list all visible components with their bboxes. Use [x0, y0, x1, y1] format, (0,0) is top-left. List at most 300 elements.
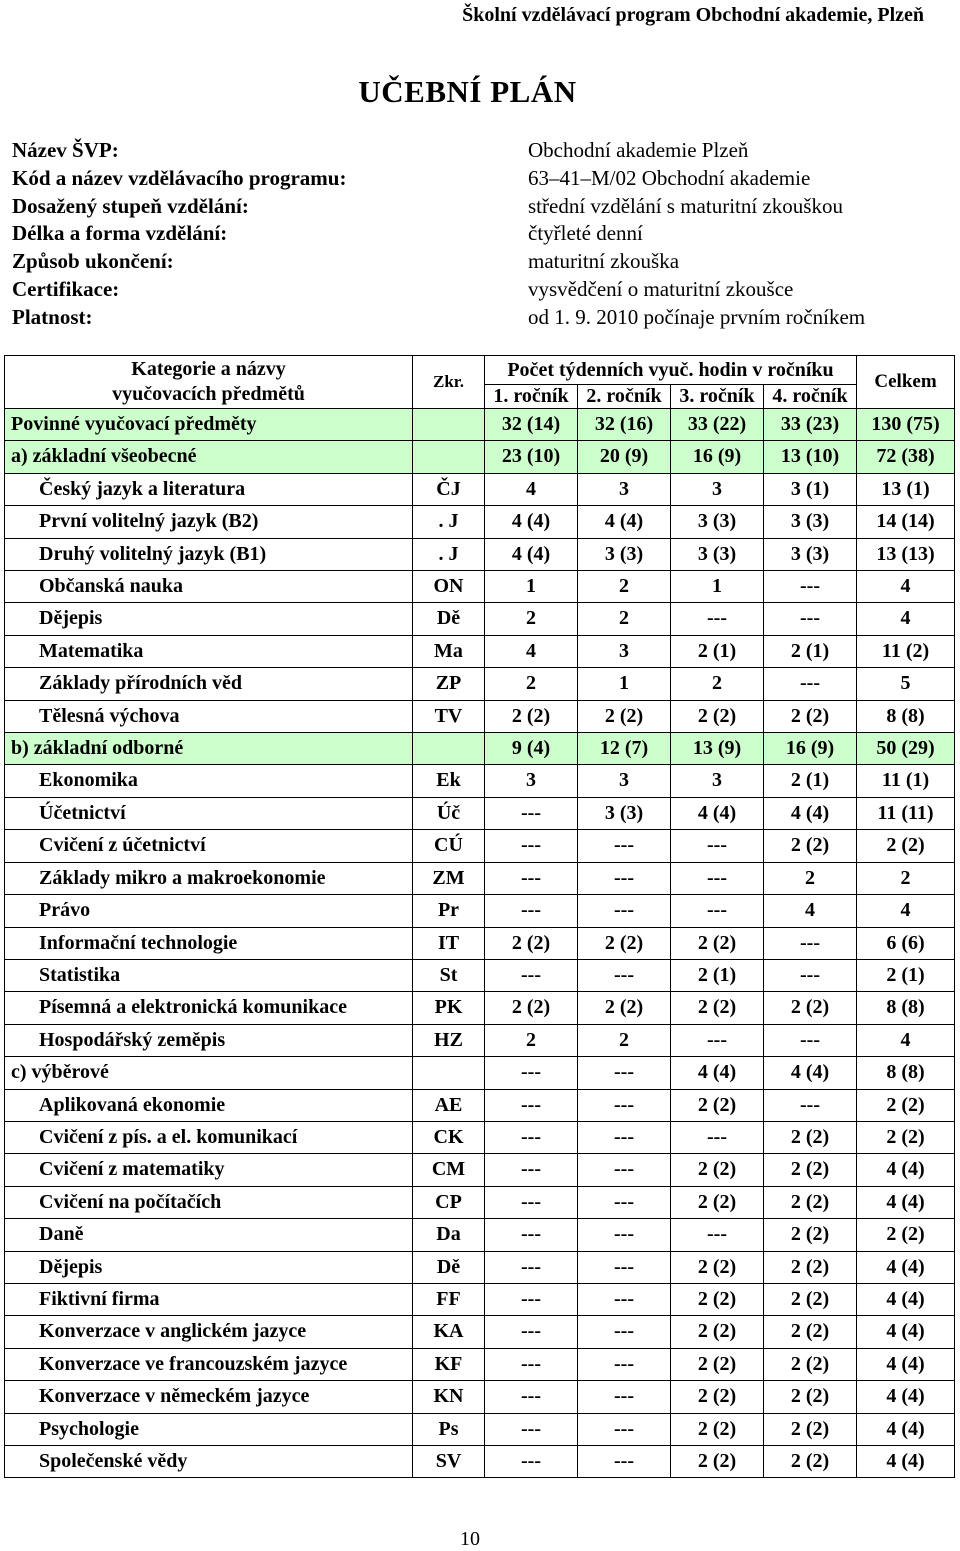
year-4-hours: 2 (2) — [764, 1121, 857, 1153]
total-hours: 4 — [857, 571, 955, 603]
year-2-hours: --- — [578, 1283, 671, 1315]
year-2-hours: --- — [578, 1154, 671, 1186]
subject-abbr: KN — [413, 1381, 485, 1413]
subject-name: Cvičení na počítačích — [5, 1186, 413, 1218]
year-3-hours: 33 (22) — [671, 409, 764, 441]
subject-name: Matematika — [5, 635, 413, 667]
subject-row — [5, 603, 955, 635]
subject-abbr: CK — [413, 1121, 485, 1153]
year-3-hours: 2 (2) — [671, 1186, 764, 1218]
subject-name: Konverzace v německém jazyce — [5, 1381, 413, 1413]
total-hours: 4 (4) — [857, 1316, 955, 1348]
subject-row — [5, 1154, 955, 1186]
subject-abbr: ZP — [413, 668, 485, 700]
subject-abbr — [413, 733, 485, 765]
total-hours: 13 (13) — [857, 538, 955, 570]
header-year-3: 3. ročník — [671, 385, 764, 409]
year-2-hours: --- — [578, 1446, 671, 1478]
category-row — [5, 441, 955, 473]
subject-name: Konverzace ve francouzském jazyce — [5, 1348, 413, 1380]
year-2-hours: 12 (7) — [578, 733, 671, 765]
subject-row — [5, 1024, 955, 1056]
year-4-hours: 2 (2) — [764, 1251, 857, 1283]
year-3-hours: 4 (4) — [671, 797, 764, 829]
year-1-hours: 23 (10) — [485, 441, 578, 473]
year-2-hours: 2 (2) — [578, 927, 671, 959]
subject-name: b) základní odborné — [5, 733, 413, 765]
year-3-hours: 3 (3) — [671, 506, 764, 538]
year-2-hours: --- — [578, 1089, 671, 1121]
year-1-hours: 32 (14) — [485, 409, 578, 441]
year-2-hours: 2 (2) — [578, 700, 671, 732]
year-3-hours: --- — [671, 862, 764, 894]
subject-abbr: AE — [413, 1089, 485, 1121]
year-1-hours: --- — [485, 797, 578, 829]
year-3-hours: --- — [671, 895, 764, 927]
year-2-hours: --- — [578, 1219, 671, 1251]
info-row — [12, 165, 942, 193]
year-1-hours: --- — [485, 1283, 578, 1315]
year-4-hours: 16 (9) — [764, 733, 857, 765]
total-hours: 14 (14) — [857, 506, 955, 538]
total-hours: 13 (1) — [857, 473, 955, 505]
info-value: vysvědčení o maturitní zkoušce — [528, 276, 794, 301]
year-3-hours: --- — [671, 830, 764, 862]
subject-row — [5, 1446, 955, 1478]
total-hours: 4 (4) — [857, 1381, 955, 1413]
total-hours: 2 (1) — [857, 959, 955, 991]
year-4-hours: 2 (2) — [764, 830, 857, 862]
page-number: 10 — [460, 1528, 480, 1550]
subject-row — [5, 830, 955, 862]
year-2-hours: --- — [578, 1121, 671, 1153]
total-hours: 6 (6) — [857, 927, 955, 959]
year-1-hours: --- — [485, 1154, 578, 1186]
total-hours: 4 — [857, 895, 955, 927]
subject-row — [5, 992, 955, 1024]
subject-name: Občanská nauka — [5, 571, 413, 603]
year-4-hours: 4 (4) — [764, 797, 857, 829]
year-2-hours: 4 (4) — [578, 506, 671, 538]
year-3-hours: 3 — [671, 473, 764, 505]
year-4-hours: --- — [764, 927, 857, 959]
subject-abbr: KF — [413, 1348, 485, 1380]
total-hours: 4 (4) — [857, 1251, 955, 1283]
curriculum-body — [5, 409, 955, 1478]
year-1-hours: 1 — [485, 571, 578, 603]
total-hours: 11 (11) — [857, 797, 955, 829]
total-hours: 4 — [857, 603, 955, 635]
total-hours: 11 (2) — [857, 635, 955, 667]
subject-name: Fiktivní firma — [5, 1283, 413, 1315]
subject-abbr: St — [413, 959, 485, 991]
header-year-2: 2. ročník — [578, 385, 671, 409]
year-4-hours: 2 (2) — [764, 1186, 857, 1218]
total-hours: 8 (8) — [857, 992, 955, 1024]
year-2-hours: --- — [578, 1251, 671, 1283]
subject-name: Daně — [5, 1219, 413, 1251]
total-hours: 4 (4) — [857, 1154, 955, 1186]
year-3-hours: --- — [671, 1219, 764, 1251]
subject-name: Účetnictví — [5, 797, 413, 829]
info-label: Platnost: — [12, 304, 93, 329]
year-3-hours: 3 (3) — [671, 538, 764, 570]
header-total: Celkem — [857, 356, 955, 409]
total-hours: 130 (75) — [857, 409, 955, 441]
total-hours: 2 (2) — [857, 1089, 955, 1121]
subject-row — [5, 1219, 955, 1251]
info-row — [12, 220, 942, 248]
year-3-hours: 2 (2) — [671, 1089, 764, 1121]
category-row — [5, 1057, 955, 1089]
subject-abbr: . J — [413, 538, 485, 570]
year-2-hours: 3 (3) — [578, 797, 671, 829]
subject-abbr: PK — [413, 992, 485, 1024]
year-1-hours: --- — [485, 1316, 578, 1348]
subject-row — [5, 1348, 955, 1380]
info-value: čtyřleté denní — [528, 221, 643, 246]
year-4-hours: 2 (2) — [764, 1219, 857, 1251]
subject-abbr: HZ — [413, 1024, 485, 1056]
year-2-hours: --- — [578, 1057, 671, 1089]
header-year-4: 4. ročník — [764, 385, 857, 409]
info-label: Způsob ukončení: — [12, 249, 174, 274]
year-4-hours: --- — [764, 1089, 857, 1121]
info-row — [12, 248, 942, 276]
header-abbr: Zkr. — [413, 356, 485, 409]
year-4-hours: 3 (3) — [764, 538, 857, 570]
subject-abbr: SV — [413, 1446, 485, 1478]
year-1-hours: 2 (2) — [485, 700, 578, 732]
year-3-hours: 2 (2) — [671, 1446, 764, 1478]
year-4-hours: 3 (1) — [764, 473, 857, 505]
year-4-hours: 2 (2) — [764, 1348, 857, 1380]
subject-name: Psychologie — [5, 1413, 413, 1445]
year-1-hours: --- — [485, 1348, 578, 1380]
year-2-hours: 2 — [578, 1024, 671, 1056]
year-1-hours: 2 — [485, 603, 578, 635]
year-3-hours: 2 (2) — [671, 927, 764, 959]
year-2-hours: 20 (9) — [578, 441, 671, 473]
subject-abbr: . J — [413, 506, 485, 538]
year-2-hours: --- — [578, 1381, 671, 1413]
year-2-hours: 3 — [578, 473, 671, 505]
subject-abbr: IT — [413, 927, 485, 959]
year-1-hours: --- — [485, 895, 578, 927]
total-hours: 4 (4) — [857, 1446, 955, 1478]
year-3-hours: 2 (2) — [671, 992, 764, 1024]
subject-name: Dějepis — [5, 1251, 413, 1283]
year-2-hours: --- — [578, 959, 671, 991]
subject-abbr: Dě — [413, 603, 485, 635]
year-3-hours: 3 — [671, 765, 764, 797]
info-label: Kód a název vzdělávacího programu: — [12, 165, 347, 190]
page-title: UČEBNÍ PLÁN — [358, 74, 577, 109]
subject-row — [5, 765, 955, 797]
total-hours: 4 (4) — [857, 1283, 955, 1315]
info-value: od 1. 9. 2010 počínaje prvním ročníkem — [528, 304, 866, 329]
subject-row — [5, 1283, 955, 1315]
year-2-hours: 2 — [578, 571, 671, 603]
year-1-hours: --- — [485, 1057, 578, 1089]
subject-row — [5, 959, 955, 991]
info-label: Délka a forma vzdělání: — [12, 221, 228, 246]
subject-name: Statistika — [5, 959, 413, 991]
category-row — [5, 733, 955, 765]
year-1-hours: 2 (2) — [485, 927, 578, 959]
subject-name: Aplikovaná ekonomie — [5, 1089, 413, 1121]
year-3-hours: 2 (2) — [671, 1413, 764, 1445]
info-row — [12, 276, 942, 304]
info-label: Dosažený stupeň vzdělání: — [12, 193, 249, 218]
subject-abbr: Ma — [413, 635, 485, 667]
subject-abbr — [413, 441, 485, 473]
year-1-hours: --- — [485, 1251, 578, 1283]
year-3-hours: 2 (2) — [671, 1154, 764, 1186]
year-2-hours: 2 (2) — [578, 992, 671, 1024]
subject-row — [5, 668, 955, 700]
year-1-hours: --- — [485, 1089, 578, 1121]
category-row — [5, 409, 955, 441]
subject-name: a) základní všeobecné — [5, 441, 413, 473]
year-1-hours: --- — [485, 1186, 578, 1218]
subject-name: Ekonomika — [5, 765, 413, 797]
header-category-line2: vyučovacích předmětů — [112, 383, 305, 405]
year-3-hours: 16 (9) — [671, 441, 764, 473]
subject-abbr — [413, 409, 485, 441]
subject-row — [5, 895, 955, 927]
info-row — [12, 193, 942, 221]
info-label: Název ŠVP: — [12, 138, 119, 162]
year-1-hours: 4 — [485, 635, 578, 667]
year-1-hours: 4 — [485, 473, 578, 505]
year-3-hours: 13 (9) — [671, 733, 764, 765]
subject-row — [5, 1186, 955, 1218]
subject-name: Povinné vyučovací předměty — [5, 409, 413, 441]
year-4-hours: 13 (10) — [764, 441, 857, 473]
year-3-hours: 2 — [671, 668, 764, 700]
subject-abbr: KA — [413, 1316, 485, 1348]
info-label: Certifikace: — [12, 276, 120, 301]
year-1-hours: --- — [485, 830, 578, 862]
year-1-hours: --- — [485, 1413, 578, 1445]
year-2-hours: --- — [578, 895, 671, 927]
year-2-hours: --- — [578, 1413, 671, 1445]
subject-name: Cvičení z matematiky — [5, 1154, 413, 1186]
year-3-hours: 2 (2) — [671, 1381, 764, 1413]
subject-row — [5, 700, 955, 732]
year-2-hours: 2 — [578, 603, 671, 635]
subject-name: Cvičení z pís. a el. komunikací — [5, 1121, 413, 1153]
year-3-hours: --- — [671, 603, 764, 635]
year-4-hours: 2 (2) — [764, 1283, 857, 1315]
year-3-hours: 2 (1) — [671, 635, 764, 667]
subject-row — [5, 538, 955, 570]
subject-abbr: Ek — [413, 765, 485, 797]
total-hours: 5 — [857, 668, 955, 700]
year-2-hours: --- — [578, 1348, 671, 1380]
year-2-hours: --- — [578, 830, 671, 862]
year-1-hours: 2 (2) — [485, 992, 578, 1024]
info-value: střední vzdělání s maturitní zkouškou — [528, 193, 843, 218]
subject-row — [5, 1316, 955, 1348]
year-4-hours: 2 — [764, 862, 857, 894]
info-value: Obchodní akademie Plzeň — [528, 138, 749, 162]
year-1-hours: 2 — [485, 1024, 578, 1056]
year-4-hours: 2 (2) — [764, 1316, 857, 1348]
year-1-hours: 3 — [485, 765, 578, 797]
year-1-hours: 9 (4) — [485, 733, 578, 765]
subject-row — [5, 1089, 955, 1121]
total-hours: 4 — [857, 1024, 955, 1056]
year-1-hours: 4 (4) — [485, 538, 578, 570]
subject-name: Společenské vědy — [5, 1446, 413, 1478]
total-hours: 8 (8) — [857, 700, 955, 732]
document-header: Školní vzdělávací program Obchodní akademie, Plzeň — [462, 4, 924, 26]
total-hours: 2 (2) — [857, 830, 955, 862]
subject-abbr: TV — [413, 700, 485, 732]
year-2-hours: 32 (16) — [578, 409, 671, 441]
year-2-hours: 1 — [578, 668, 671, 700]
year-2-hours: --- — [578, 1316, 671, 1348]
year-4-hours: --- — [764, 668, 857, 700]
subject-abbr: Ps — [413, 1413, 485, 1445]
year-4-hours: 2 (1) — [764, 635, 857, 667]
info-row — [12, 304, 942, 332]
year-2-hours: 3 — [578, 635, 671, 667]
subject-row — [5, 797, 955, 829]
subject-row — [5, 1251, 955, 1283]
subject-abbr — [413, 1057, 485, 1089]
subject-abbr: ČJ — [413, 473, 485, 505]
year-4-hours: 2 (2) — [764, 1446, 857, 1478]
header-year-1: 1. ročník — [485, 385, 578, 409]
subject-abbr: ZM — [413, 862, 485, 894]
year-3-hours: 1 — [671, 571, 764, 603]
year-4-hours: 2 (2) — [764, 700, 857, 732]
year-3-hours: 4 (4) — [671, 1057, 764, 1089]
info-value: 63–41–M/02 Obchodní akademie — [528, 165, 811, 190]
subject-name: Základy mikro a makroekonomie — [5, 862, 413, 894]
subject-name: Dějepis — [5, 603, 413, 635]
subject-abbr: Pr — [413, 895, 485, 927]
year-1-hours: --- — [485, 1446, 578, 1478]
year-1-hours: --- — [485, 862, 578, 894]
subject-name: Český jazyk a literatura — [5, 473, 413, 505]
year-4-hours: 3 (3) — [764, 506, 857, 538]
subject-row — [5, 862, 955, 894]
year-4-hours: --- — [764, 603, 857, 635]
total-hours: 2 (2) — [857, 1219, 955, 1251]
total-hours: 2 — [857, 862, 955, 894]
year-4-hours: --- — [764, 571, 857, 603]
subject-row — [5, 473, 955, 505]
year-3-hours: 2 (2) — [671, 1251, 764, 1283]
total-hours: 50 (29) — [857, 733, 955, 765]
year-1-hours: 2 — [485, 668, 578, 700]
subject-row — [5, 635, 955, 667]
subject-name: Základy přírodních věd — [5, 668, 413, 700]
year-4-hours: --- — [764, 959, 857, 991]
year-3-hours: --- — [671, 1024, 764, 1056]
year-4-hours: 2 (2) — [764, 1381, 857, 1413]
total-hours: 4 (4) — [857, 1186, 955, 1218]
total-hours: 8 (8) — [857, 1057, 955, 1089]
year-3-hours: 2 (2) — [671, 700, 764, 732]
header-category — [5, 356, 413, 409]
total-hours: 4 (4) — [857, 1348, 955, 1380]
total-hours: 11 (1) — [857, 765, 955, 797]
year-2-hours: 3 — [578, 765, 671, 797]
subject-abbr: Úč — [413, 797, 485, 829]
year-1-hours: --- — [485, 1219, 578, 1251]
subject-abbr: CÚ — [413, 830, 485, 862]
subject-name: Informační technologie — [5, 927, 413, 959]
subject-name: Písemná a elektronická komunikace — [5, 992, 413, 1024]
year-1-hours: 4 (4) — [485, 506, 578, 538]
info-value: maturitní zkouška — [528, 249, 680, 274]
subject-abbr: CP — [413, 1186, 485, 1218]
year-2-hours: --- — [578, 862, 671, 894]
year-4-hours: 2 (2) — [764, 1413, 857, 1445]
year-4-hours: 4 — [764, 895, 857, 927]
year-1-hours: --- — [485, 1381, 578, 1413]
year-3-hours: 2 (2) — [671, 1348, 764, 1380]
year-4-hours: 4 (4) — [764, 1057, 857, 1089]
subject-abbr: FF — [413, 1283, 485, 1315]
subject-name: Cvičení z účetnictví — [5, 830, 413, 862]
year-4-hours: 33 (23) — [764, 409, 857, 441]
subject-row — [5, 1381, 955, 1413]
year-3-hours: 2 (2) — [671, 1283, 764, 1315]
subject-name: Hospodářský zeměpis — [5, 1024, 413, 1056]
subject-name: Konverzace v anglickém jazyce — [5, 1316, 413, 1348]
subject-name: Tělesná výchova — [5, 700, 413, 732]
year-3-hours: 2 (1) — [671, 959, 764, 991]
year-1-hours: --- — [485, 959, 578, 991]
total-hours: 4 (4) — [857, 1413, 955, 1445]
total-hours: 2 (2) — [857, 1121, 955, 1153]
year-3-hours: --- — [671, 1121, 764, 1153]
subject-abbr: CM — [413, 1154, 485, 1186]
year-4-hours: --- — [764, 1024, 857, 1056]
subject-abbr: ON — [413, 571, 485, 603]
subject-abbr: Dě — [413, 1251, 485, 1283]
curriculum-table — [4, 355, 955, 1478]
year-4-hours: 2 (1) — [764, 765, 857, 797]
subject-name: Druhý volitelný jazyk (B1) — [5, 538, 413, 570]
subject-name: První volitelný jazyk (B2) — [5, 506, 413, 538]
info-row — [12, 137, 942, 165]
subject-row — [5, 571, 955, 603]
year-3-hours: 2 (2) — [671, 1316, 764, 1348]
year-4-hours: 2 (2) — [764, 1154, 857, 1186]
header-category-line1: Kategorie a názvy — [131, 358, 286, 380]
subject-abbr: Da — [413, 1219, 485, 1251]
subject-name: c) výběrové — [5, 1057, 413, 1089]
program-info — [12, 137, 942, 332]
year-2-hours: --- — [578, 1186, 671, 1218]
year-4-hours: 2 (2) — [764, 992, 857, 1024]
header-hours-group: Počet týdenních vyuč. hodin v ročníku — [485, 356, 857, 385]
subject-row — [5, 927, 955, 959]
year-2-hours: 3 (3) — [578, 538, 671, 570]
subject-row — [5, 506, 955, 538]
subject-row — [5, 1121, 955, 1153]
year-1-hours: --- — [485, 1121, 578, 1153]
subject-name: Právo — [5, 895, 413, 927]
subject-row — [5, 1413, 955, 1445]
